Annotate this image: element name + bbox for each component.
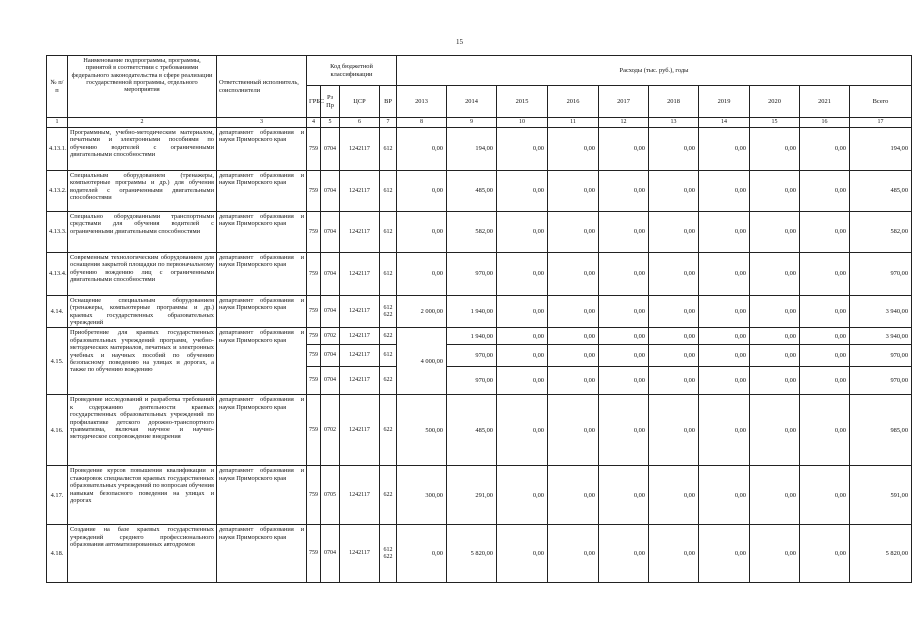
column-number: 13 [649,118,699,128]
vr-cell: 612 [380,345,397,367]
value-cell: 0,00 [548,367,599,395]
value-cell: 0,00 [548,525,599,583]
row-number: 4.13.2. [47,171,68,212]
table-row [47,296,912,328]
total-cell: 3 940,00 [850,328,912,345]
row-name: Приобретение для краевых государственных образовательных учреждений программ, учебно-методических материалов, печатных и электронных учебных и научных пособий по обучению безопасному поведению на улицах и дорогах, а также по обучению вождению [68,328,217,395]
value-cell: 0,00 [649,128,699,171]
value-cell: 0,00 [548,395,599,466]
budget-code-header: Код бюджетной классификации [307,56,397,86]
grbs-cell: 759 [307,328,321,345]
year-header: 2019 [699,86,750,118]
grbs-cell: 759 [307,128,321,171]
value-cell: 0,00 [599,328,649,345]
col-no-header: № п/п [47,56,68,118]
value-cell: 0,00 [497,253,548,296]
total-cell: 194,00 [850,128,912,171]
value-cell: 5 820,00 [447,525,497,583]
col-name-header: Наименование подпрограммы, программы, принятой в соответствии с требованиями федерального законодательства в сфере реализации государственной программы, отдельного мероприятия [68,56,217,118]
vr-cell: 612 622 [380,296,397,328]
value-cell: 300,00 [397,466,447,525]
grbs-cell: 759 [307,212,321,253]
row-executor: департамент образования и науки Приморского края [217,466,307,525]
value-cell: 0,00 [497,345,548,367]
row-number: 4.13.1. [47,128,68,171]
value-cell: 0,00 [599,395,649,466]
value-cell: 0,00 [699,296,750,328]
total-cell: 970,00 [850,345,912,367]
value-cell: 0,00 [800,253,850,296]
value-cell: 0,00 [800,345,850,367]
table-row [47,171,912,212]
value-cell: 0,00 [649,253,699,296]
row-number: 4.16. [47,395,68,466]
year-header: 2015 [497,86,548,118]
value-cell: 0,00 [750,466,800,525]
rzpr-cell: 0704 [321,253,340,296]
rzpr-header: Рз Пр [321,86,340,118]
value-cell: 4 000,00 [397,328,447,395]
value-cell: 0,00 [750,253,800,296]
value-cell: 0,00 [599,171,649,212]
value-cell: 0,00 [649,395,699,466]
value-cell: 0,00 [497,328,548,345]
row-name: Специально оборудованными транспортными средствами для обучения водителей с ограниченными двигательными способностями [68,212,217,253]
year-header: 2018 [649,86,699,118]
row-name: Программным, учебно-методическим материалом, печатными и электронными пособиями по обучению водителей с ограниченными двигательными способностями [68,128,217,171]
table-row [47,395,912,466]
table-row [47,328,912,345]
column-numbers-row [47,118,912,128]
row-executor: департамент образования и науки Приморского края [217,328,307,395]
rzpr-cell: 0704 [321,367,340,395]
rzpr-cell: 0704 [321,525,340,583]
csr-cell: 1242117 [340,253,380,296]
value-cell: 0,00 [599,345,649,367]
value-cell: 0,00 [599,296,649,328]
column-number: 2 [68,118,217,128]
rzpr-cell: 0702 [321,395,340,466]
value-cell: 0,00 [649,171,699,212]
column-number: 10 [497,118,548,128]
row-executor: департамент образования и науки Приморского края [217,525,307,583]
year-header: 2014 [447,86,497,118]
value-cell: 0,00 [548,128,599,171]
col-exec-header: Ответственный исполнитель, соисполнители [217,56,307,118]
value-cell: 0,00 [699,212,750,253]
grbs-cell: 759 [307,395,321,466]
row-number: 4.18. [47,525,68,583]
vr-cell: 622 [380,466,397,525]
row-number: 4.17. [47,466,68,525]
row-number: 4.14. [47,296,68,328]
grbs-cell: 759 [307,466,321,525]
value-cell: 0,00 [649,345,699,367]
value-cell: 0,00 [497,128,548,171]
value-cell: 2 000,00 [397,296,447,328]
column-number: 7 [380,118,397,128]
value-cell: 0,00 [397,525,447,583]
value-cell: 194,00 [447,128,497,171]
value-cell: 0,00 [599,466,649,525]
vr-header: ВР [380,86,397,118]
value-cell: 0,00 [599,128,649,171]
value-cell: 0,00 [599,525,649,583]
column-number: 6 [340,118,380,128]
value-cell: 0,00 [548,466,599,525]
row-name: Проведение исследований и разработка требований к содержанию деятельности краевых государственных образовательных учреждений по профилактике детского дорожно-транспортного травматизма, включая научное и научно-методическое сопровождение внедрения [68,395,217,466]
row-executor: департамент образования и науки Приморского края [217,395,307,466]
vr-cell: 612 [380,128,397,171]
value-cell: 0,00 [800,212,850,253]
year-header: 2020 [750,86,800,118]
value-cell: 0,00 [750,212,800,253]
grbs-cell: 759 [307,296,321,328]
value-cell: 0,00 [699,345,750,367]
value-cell: 0,00 [649,296,699,328]
value-cell: 0,00 [397,171,447,212]
value-cell: 1 940,00 [447,296,497,328]
rzpr-cell: 0704 [321,212,340,253]
value-cell: 291,00 [447,466,497,525]
value-cell: 0,00 [800,171,850,212]
value-cell: 0,00 [649,466,699,525]
value-cell: 0,00 [548,328,599,345]
value-cell: 0,00 [599,367,649,395]
csr-cell: 1242117 [340,345,380,367]
value-cell: 0,00 [800,296,850,328]
column-number: 12 [599,118,649,128]
total-cell: 970,00 [850,367,912,395]
total-cell: 3 940,00 [850,296,912,328]
row-name: Современным технологическим оборудованием для оснащения закрытой площадки по первоначальному обучению вождению лиц с ограниченными двигательными способностями [68,253,217,296]
row-name: Проведение курсов повышения квалификации и стажировок специалистов краевых государственных образовательных учреждений по вопросам обучения навыкам безопасного поведения на улицах и дорогах [68,466,217,525]
row-executor: департамент образования и науки Приморского края [217,253,307,296]
table-row [47,466,912,525]
value-cell: 0,00 [548,171,599,212]
column-number: 4 [307,118,321,128]
grbs-cell: 759 [307,525,321,583]
column-number: 9 [447,118,497,128]
value-cell: 485,00 [447,395,497,466]
csr-cell: 1242117 [340,296,380,328]
value-cell: 0,00 [750,296,800,328]
total-cell: 970,00 [850,253,912,296]
column-number: 16 [800,118,850,128]
value-cell: 970,00 [447,253,497,296]
row-executor: департамент образования и науки Приморского края [217,212,307,253]
value-cell: 0,00 [800,328,850,345]
total-header: Всего [850,86,912,118]
table-row [47,253,912,296]
value-cell: 582,00 [447,212,497,253]
value-cell: 0,00 [750,525,800,583]
value-cell: 0,00 [497,367,548,395]
value-cell: 0,00 [750,367,800,395]
year-header: 2021 [800,86,850,118]
column-number: 17 [850,118,912,128]
column-number: 14 [699,118,750,128]
value-cell: 0,00 [397,212,447,253]
header-row-1 [47,56,912,86]
row-executor: департамент образования и науки Приморского края [217,296,307,328]
value-cell: 0,00 [750,395,800,466]
row-executor: департамент образования и науки Приморского края [217,128,307,171]
value-cell: 0,00 [750,171,800,212]
value-cell: 0,00 [497,525,548,583]
year-header: 2013 [397,86,447,118]
value-cell: 0,00 [548,296,599,328]
rzpr-cell: 0704 [321,296,340,328]
value-cell: 0,00 [699,128,750,171]
value-cell: 0,00 [800,128,850,171]
column-number: 1 [47,118,68,128]
value-cell: 0,00 [599,212,649,253]
row-number: 4.13.3. [47,212,68,253]
value-cell: 970,00 [447,367,497,395]
total-cell: 582,00 [850,212,912,253]
value-cell: 0,00 [497,395,548,466]
expenses-header: Расходы (тыс. руб.), годы [397,56,912,86]
value-cell: 0,00 [750,345,800,367]
row-executor: департамент образования и науки Приморского края [217,171,307,212]
value-cell: 0,00 [497,171,548,212]
rzpr-cell: 0704 [321,128,340,171]
row-number: 4.13.4. [47,253,68,296]
year-header: 2017 [599,86,649,118]
grbs-cell: 759 [307,345,321,367]
table-row [47,525,912,583]
table-row [47,212,912,253]
rzpr-cell: 0704 [321,171,340,212]
total-cell: 485,00 [850,171,912,212]
grbs-cell: 759 [307,367,321,395]
value-cell: 0,00 [750,328,800,345]
total-cell: 591,00 [850,466,912,525]
value-cell: 0,00 [800,395,850,466]
vr-cell: 612 [380,171,397,212]
value-cell: 0,00 [548,212,599,253]
value-cell: 0,00 [397,128,447,171]
value-cell: 0,00 [699,171,750,212]
value-cell: 485,00 [447,171,497,212]
csr-cell: 1242117 [340,395,380,466]
column-number: 15 [750,118,800,128]
value-cell: 0,00 [649,525,699,583]
value-cell: 0,00 [699,395,750,466]
column-number: 3 [217,118,307,128]
value-cell: 0,00 [397,253,447,296]
csr-header: ЦСР [340,86,380,118]
value-cell: 0,00 [750,128,800,171]
rzpr-cell: 0704 [321,345,340,367]
value-cell: 970,00 [447,345,497,367]
value-cell: 0,00 [599,253,649,296]
value-cell: 0,00 [497,212,548,253]
grbs-header: ГРБС [307,86,321,118]
csr-cell: 1242117 [340,328,380,345]
value-cell: 0,00 [800,525,850,583]
table-row [47,128,912,171]
value-cell: 0,00 [497,466,548,525]
rzpr-cell: 0702 [321,328,340,345]
vr-cell: 622 [380,367,397,395]
value-cell: 0,00 [699,253,750,296]
value-cell: 0,00 [649,367,699,395]
value-cell: 0,00 [548,345,599,367]
vr-cell: 612 [380,212,397,253]
page-number: 15 [456,38,463,46]
row-name: Специальным оборудованием (тренажеры, компьютерные программы и др.) для обучения водителей с ограниченными двигательными способностями [68,171,217,212]
csr-cell: 1242117 [340,128,380,171]
row-name: Оснащение специальным оборудованием (тренажеры, компьютерные программы и др.) краевых государственных образовательных учреждений [68,296,217,328]
vr-cell: 622 [380,395,397,466]
row-name: Создание на базе краевых государственных учреждений среднего профессионального образования автоматизированных автодромов [68,525,217,583]
column-number: 5 [321,118,340,128]
grbs-cell: 759 [307,253,321,296]
value-cell: 0,00 [699,328,750,345]
value-cell: 0,00 [649,328,699,345]
grbs-cell: 759 [307,171,321,212]
column-number: 11 [548,118,599,128]
csr-cell: 1242117 [340,466,380,525]
value-cell: 500,00 [397,395,447,466]
vr-cell: 622 [380,328,397,345]
csr-cell: 1242117 [340,525,380,583]
value-cell: 0,00 [497,296,548,328]
value-cell: 0,00 [699,466,750,525]
vr-cell: 612 [380,253,397,296]
total-cell: 985,00 [850,395,912,466]
csr-cell: 1242117 [340,367,380,395]
vr-cell: 612 622 [380,525,397,583]
budget-table [46,55,912,583]
total-cell: 5 820,00 [850,525,912,583]
value-cell: 0,00 [649,212,699,253]
value-cell: 1 940,00 [447,328,497,345]
column-number: 8 [397,118,447,128]
value-cell: 0,00 [800,466,850,525]
rzpr-cell: 0705 [321,466,340,525]
value-cell: 0,00 [800,367,850,395]
value-cell: 0,00 [699,367,750,395]
row-number: 4.15. [47,328,68,395]
csr-cell: 1242117 [340,212,380,253]
value-cell: 0,00 [548,253,599,296]
year-header: 2016 [548,86,599,118]
value-cell: 0,00 [699,525,750,583]
csr-cell: 1242117 [340,171,380,212]
